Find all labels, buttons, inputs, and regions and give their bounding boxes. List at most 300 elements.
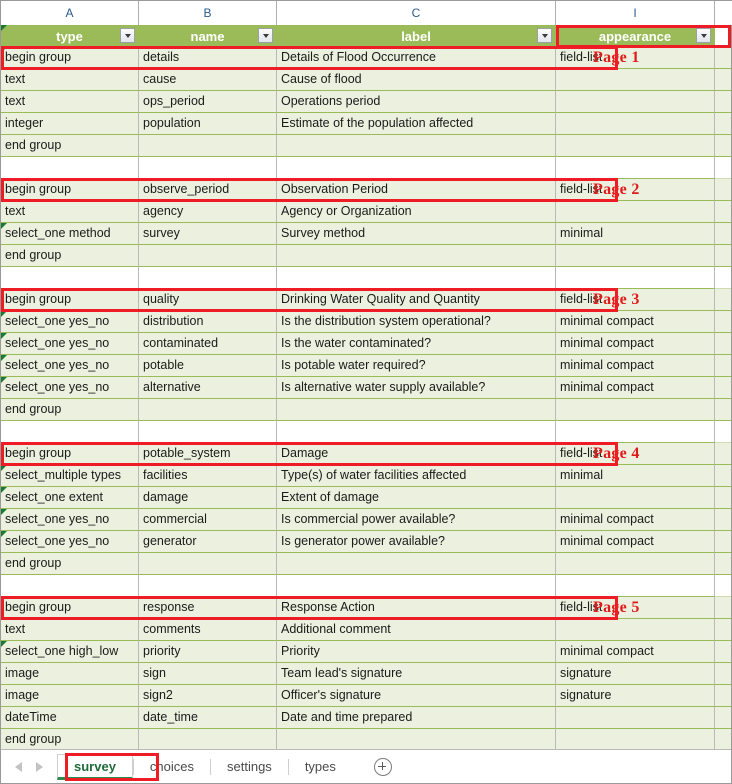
cell-text: Observation Period <box>281 182 389 196</box>
cell-text: text <box>5 72 26 86</box>
cell-label[interactable] <box>277 597 556 619</box>
cell-name[interactable] <box>139 729 277 751</box>
cell-text: potable_system <box>143 446 231 460</box>
sheet-tab-types[interactable]: types <box>304 758 336 774</box>
table-row[interactable] <box>1 311 731 333</box>
cell-type[interactable] <box>1 663 139 685</box>
cell-note-marker <box>1 487 7 493</box>
cell-type[interactable] <box>1 685 139 707</box>
sheet-tab-bar <box>1 749 731 783</box>
cell-appearance[interactable] <box>556 69 715 91</box>
filter-dropdown-name-icon[interactable] <box>258 28 273 43</box>
table-row[interactable] <box>1 113 731 135</box>
cell-appearance[interactable] <box>556 113 715 135</box>
cell-name[interactable] <box>139 245 277 267</box>
column-header-i[interactable]: I <box>556 1 715 25</box>
cell-label[interactable] <box>277 465 556 487</box>
cell-text: end group <box>5 732 62 746</box>
cell-text: field-list <box>560 182 603 196</box>
cell-type[interactable] <box>1 135 139 157</box>
cell-text: end group <box>5 248 62 262</box>
cell-text: integer <box>5 116 44 130</box>
cell-overflow <box>715 641 731 663</box>
cell-label[interactable] <box>277 333 556 355</box>
cell-name[interactable] <box>139 509 277 531</box>
header-cell-name[interactable] <box>139 25 277 47</box>
cell-type[interactable] <box>1 179 139 201</box>
cell-type[interactable] <box>1 113 139 135</box>
cell-text: field-list <box>560 292 603 306</box>
cell-text: image <box>5 688 40 702</box>
cell-name[interactable] <box>139 443 277 465</box>
cell-overflow <box>715 113 731 135</box>
cell-type[interactable] <box>1 509 139 531</box>
table-row[interactable] <box>1 91 731 113</box>
table-row[interactable] <box>1 201 731 223</box>
table-row[interactable] <box>1 619 731 641</box>
cell-type[interactable] <box>1 333 139 355</box>
cell-name[interactable] <box>139 707 277 729</box>
cell-text: text <box>5 622 26 636</box>
column-header-overflow <box>715 1 732 25</box>
cell-appearance[interactable] <box>556 135 715 157</box>
cell-name[interactable] <box>139 267 277 289</box>
cell-text: Team lead's signature <box>281 666 403 680</box>
cell-type[interactable] <box>1 91 139 113</box>
cell-overflow <box>715 443 731 465</box>
cell-note-marker <box>1 47 7 53</box>
cell-text: sign2 <box>143 688 173 702</box>
cell-label[interactable] <box>277 113 556 135</box>
cell-label[interactable] <box>277 707 556 729</box>
header-label-type: type <box>56 28 83 44</box>
cell-name[interactable] <box>139 597 277 619</box>
cell-note-marker <box>1 355 7 361</box>
cell-text: dateTime <box>5 710 57 724</box>
cell-label[interactable] <box>277 223 556 245</box>
cell-text: facilities <box>143 468 188 482</box>
column-letter-header <box>1 1 732 25</box>
page-annotation-label: Page 4 <box>593 445 640 462</box>
cell-text: select_one yes_no <box>5 534 110 548</box>
header-label-name: name <box>190 28 225 44</box>
sheet-grid <box>1 25 731 749</box>
cell-label[interactable] <box>277 91 556 113</box>
cell-label[interactable] <box>277 69 556 91</box>
cell-type[interactable] <box>1 531 139 553</box>
table-row[interactable] <box>1 509 731 531</box>
cell-overflow <box>715 509 731 531</box>
cell-text: select_one extent <box>5 490 103 504</box>
cell-type[interactable] <box>1 707 139 729</box>
cell-label[interactable] <box>277 531 556 553</box>
cell-text: Officer's signature <box>281 688 382 702</box>
header-cell-appearance[interactable] <box>556 25 715 47</box>
cell-label[interactable] <box>277 267 556 289</box>
cell-text: Drinking Water Quality and Quantity <box>281 292 480 306</box>
cell-overflow <box>715 575 731 597</box>
cell-label[interactable] <box>277 421 556 443</box>
cell-text: Estimate of the population affected <box>281 116 474 130</box>
cell-overflow <box>715 663 731 685</box>
cell-text: Is commercial power available? <box>281 512 456 526</box>
cell-appearance[interactable] <box>556 641 715 663</box>
cell-overflow <box>715 685 731 707</box>
cell-appearance[interactable] <box>556 619 715 641</box>
cell-text: Is the distribution system operational? <box>281 314 491 328</box>
cell-text: damage <box>143 490 189 504</box>
cell-appearance[interactable] <box>556 399 715 421</box>
cell-name[interactable] <box>139 179 277 201</box>
cell-name[interactable] <box>139 685 277 707</box>
cell-text: minimal compact <box>560 336 654 350</box>
cell-type[interactable] <box>1 223 139 245</box>
cell-name[interactable] <box>139 355 277 377</box>
table-row[interactable] <box>1 69 731 91</box>
cell-note-marker <box>1 333 7 339</box>
table-row[interactable] <box>1 575 731 597</box>
cell-label[interactable] <box>277 575 556 597</box>
table-row[interactable] <box>1 157 731 179</box>
cell-appearance[interactable] <box>556 201 715 223</box>
cell-note-marker <box>1 641 7 647</box>
cell-overflow <box>715 245 731 267</box>
cell-text: observe_period <box>143 182 230 196</box>
cell-type[interactable] <box>1 47 139 69</box>
cell-label[interactable] <box>277 355 556 377</box>
cell-text: Survey method <box>281 226 366 240</box>
cell-appearance[interactable] <box>556 333 715 355</box>
cell-text: Type(s) of water facilities affected <box>281 468 467 482</box>
cell-text: priority <box>143 644 181 658</box>
cell-name[interactable] <box>139 289 277 311</box>
cell-text: minimal compact <box>560 380 654 394</box>
cell-appearance[interactable] <box>556 223 715 245</box>
cell-type[interactable] <box>1 157 139 179</box>
header-cell-type[interactable] <box>1 25 139 47</box>
cell-text: end group <box>5 556 62 570</box>
cell-note-marker <box>1 509 7 515</box>
cell-overflow <box>715 333 731 355</box>
cell-text: minimal <box>560 468 604 482</box>
cell-overflow <box>715 421 731 443</box>
table-header-row <box>1 25 731 47</box>
table-row[interactable] <box>1 377 731 399</box>
cell-text: text <box>5 204 26 218</box>
cell-appearance[interactable] <box>556 553 715 575</box>
cell-text: agency <box>143 204 184 218</box>
cell-type[interactable] <box>1 399 139 421</box>
cell-type[interactable] <box>1 201 139 223</box>
cell-text: minimal compact <box>560 358 654 372</box>
table-row[interactable] <box>1 553 731 575</box>
cell-text: begin group <box>5 292 72 306</box>
cell-text: survey <box>143 226 180 240</box>
cell-type[interactable] <box>1 641 139 663</box>
cell-appearance[interactable] <box>556 707 715 729</box>
cell-type[interactable] <box>1 289 139 311</box>
cell-text: Is the water contaminated? <box>281 336 432 350</box>
cell-text: field-list <box>560 50 603 64</box>
sheet-nav-next-icon[interactable] <box>36 762 43 772</box>
cell-label[interactable] <box>277 47 556 69</box>
column-header-b[interactable]: B <box>139 1 277 25</box>
cell-type[interactable] <box>1 597 139 619</box>
cell-type[interactable] <box>1 443 139 465</box>
page-annotation-label: Page 2 <box>593 181 640 198</box>
cell-label[interactable] <box>277 729 556 751</box>
cell-name[interactable] <box>139 663 277 685</box>
cell-text: sign <box>143 666 166 680</box>
cell-label[interactable] <box>277 157 556 179</box>
cell-name[interactable] <box>139 641 277 663</box>
cell-appearance[interactable] <box>556 311 715 333</box>
cell-label[interactable] <box>277 377 556 399</box>
cell-appearance[interactable] <box>556 465 715 487</box>
cell-label[interactable] <box>277 179 556 201</box>
cell-text: Extent of damage <box>281 490 379 504</box>
cell-name[interactable] <box>139 465 277 487</box>
cell-text: image <box>5 666 40 680</box>
cell-type[interactable] <box>1 69 139 91</box>
cell-text: minimal compact <box>560 644 654 658</box>
table-row[interactable] <box>1 223 731 245</box>
cell-note-marker <box>1 377 7 383</box>
column-header-c[interactable]: C <box>277 1 556 25</box>
header-label-appearance: appearance <box>598 28 672 44</box>
cell-text: generator <box>143 534 197 548</box>
cell-text: field-list <box>560 600 603 614</box>
cell-overflow <box>715 47 731 69</box>
table-row[interactable] <box>1 487 731 509</box>
cell-name[interactable] <box>139 531 277 553</box>
cell-label[interactable] <box>277 487 556 509</box>
cell-label[interactable] <box>277 311 556 333</box>
cell-overflow <box>715 355 731 377</box>
cell-text: end group <box>5 138 62 152</box>
cell-text: response <box>143 600 195 614</box>
header-cell-overflow <box>715 25 731 47</box>
table-row[interactable] <box>1 641 731 663</box>
cell-label[interactable] <box>277 201 556 223</box>
cell-text: Damage <box>281 446 329 460</box>
table-row[interactable] <box>1 531 731 553</box>
cell-text: distribution <box>143 314 204 328</box>
cell-text: select_one yes_no <box>5 512 110 526</box>
cell-name[interactable] <box>139 553 277 575</box>
table-row[interactable] <box>1 663 731 685</box>
cell-appearance[interactable] <box>556 509 715 531</box>
cell-name[interactable] <box>139 421 277 443</box>
cell-text: select_one high_low <box>5 644 119 658</box>
cell-label[interactable] <box>277 619 556 641</box>
add-sheet-button[interactable] <box>374 758 392 776</box>
cell-text: alternative <box>143 380 201 394</box>
cell-text: begin group <box>5 446 72 460</box>
header-cell-label[interactable] <box>277 25 556 47</box>
page-annotation-label: Page 1 <box>593 49 640 66</box>
page-annotation-label: Page 5 <box>593 599 640 616</box>
cell-overflow <box>715 157 731 179</box>
cell-overflow <box>715 597 731 619</box>
cell-name[interactable] <box>139 135 277 157</box>
cell-text: population <box>143 116 201 130</box>
cell-text: end group <box>5 402 62 416</box>
cell-text: potable <box>143 358 185 372</box>
cell-text: minimal <box>560 226 604 240</box>
cell-name[interactable] <box>139 487 277 509</box>
table-row[interactable] <box>1 267 731 289</box>
cell-text: Operations period <box>281 94 381 108</box>
cell-name[interactable] <box>139 201 277 223</box>
cell-type[interactable] <box>1 245 139 267</box>
table-row[interactable] <box>1 707 731 729</box>
cell-name[interactable] <box>139 333 277 355</box>
cell-overflow <box>715 531 731 553</box>
filter-dropdown-type-icon[interactable] <box>120 28 135 43</box>
cell-label[interactable] <box>277 245 556 267</box>
cell-name[interactable] <box>139 575 277 597</box>
cell-name[interactable] <box>139 399 277 421</box>
cell-overflow <box>715 729 731 751</box>
cell-appearance[interactable] <box>556 245 715 267</box>
filter-dropdown-label-icon[interactable] <box>537 28 552 43</box>
cell-appearance[interactable] <box>556 531 715 553</box>
cell-text: comments <box>143 622 201 636</box>
cell-label[interactable] <box>277 399 556 421</box>
cell-appearance[interactable] <box>556 685 715 707</box>
cell-overflow <box>715 399 731 421</box>
cell-note-marker <box>1 223 7 229</box>
cell-text: Additional comment <box>281 622 391 636</box>
table-row[interactable] <box>1 399 731 421</box>
cell-text: ops_period <box>143 94 205 108</box>
cell-text: Details of Flood Occurrence <box>281 50 436 64</box>
cell-name[interactable] <box>139 47 277 69</box>
cell-appearance[interactable] <box>556 487 715 509</box>
table-row[interactable] <box>1 245 731 267</box>
sheet-tabs <box>57 754 352 780</box>
cell-text: select_one yes_no <box>5 380 110 394</box>
cell-overflow <box>715 179 731 201</box>
cell-overflow <box>715 487 731 509</box>
cell-overflow <box>715 69 731 91</box>
filter-dropdown-appearance-icon[interactable] <box>696 28 711 43</box>
cell-label[interactable] <box>277 685 556 707</box>
cell-text: Is alternative water supply available? <box>281 380 486 394</box>
cell-note-marker <box>1 465 7 471</box>
cell-note-marker <box>1 25 7 31</box>
cell-label[interactable] <box>277 553 556 575</box>
cell-appearance[interactable] <box>556 267 715 289</box>
cell-label[interactable] <box>277 443 556 465</box>
sheet-nav-arrows[interactable] <box>1 762 57 772</box>
cell-name[interactable] <box>139 223 277 245</box>
cell-name[interactable] <box>139 113 277 135</box>
cell-text: Is generator power available? <box>281 534 445 548</box>
column-header-a[interactable]: A <box>1 1 139 25</box>
cell-text: Is potable water required? <box>281 358 426 372</box>
table-row[interactable] <box>1 355 731 377</box>
cell-text: select_one yes_no <box>5 314 110 328</box>
cell-overflow <box>715 465 731 487</box>
cell-overflow <box>715 223 731 245</box>
sheet-tab-survey[interactable]: survey <box>57 754 133 780</box>
data-rows-container <box>1 47 731 773</box>
cell-label[interactable] <box>277 641 556 663</box>
cell-name[interactable] <box>139 69 277 91</box>
sheet-nav-prev-icon[interactable] <box>15 762 22 772</box>
cell-text: text <box>5 94 26 108</box>
cell-type[interactable] <box>1 729 139 751</box>
cell-text: minimal compact <box>560 314 654 328</box>
cell-type[interactable] <box>1 487 139 509</box>
cell-note-marker <box>556 25 562 31</box>
cell-type[interactable] <box>1 465 139 487</box>
cell-appearance[interactable] <box>556 421 715 443</box>
cell-name[interactable] <box>139 91 277 113</box>
cell-text: signature <box>560 688 612 702</box>
cell-appearance[interactable] <box>556 157 715 179</box>
cell-type[interactable] <box>1 377 139 399</box>
cell-text: contaminated <box>143 336 219 350</box>
cell-overflow <box>715 135 731 157</box>
page-annotation-label: Page 3 <box>593 291 640 308</box>
cell-name[interactable] <box>139 377 277 399</box>
cell-type[interactable] <box>1 619 139 641</box>
table-row[interactable] <box>1 685 731 707</box>
table-row[interactable] <box>1 421 731 443</box>
cell-text: quality <box>143 292 180 306</box>
cell-text: begin group <box>5 50 72 64</box>
cell-name[interactable] <box>139 311 277 333</box>
cell-type[interactable] <box>1 311 139 333</box>
cell-appearance[interactable] <box>556 355 715 377</box>
cell-type[interactable] <box>1 421 139 443</box>
cell-label[interactable] <box>277 289 556 311</box>
cell-label[interactable] <box>277 509 556 531</box>
cell-overflow <box>715 707 731 729</box>
cell-text: date_time <box>143 710 198 724</box>
cell-overflow <box>715 553 731 575</box>
cell-type[interactable] <box>1 575 139 597</box>
cell-overflow <box>715 619 731 641</box>
cell-label[interactable] <box>277 135 556 157</box>
cell-type[interactable] <box>1 553 139 575</box>
cell-type[interactable] <box>1 267 139 289</box>
cell-name[interactable] <box>139 619 277 641</box>
sheet-tab-settings[interactable]: settings <box>227 758 272 774</box>
cell-type[interactable] <box>1 355 139 377</box>
cell-name[interactable] <box>139 157 277 179</box>
cell-overflow <box>715 289 731 311</box>
cell-text: begin group <box>5 600 72 614</box>
table-row[interactable] <box>1 729 731 751</box>
cell-appearance[interactable] <box>556 575 715 597</box>
table-row[interactable] <box>1 333 731 355</box>
sheet-tab-choices[interactable]: choices <box>149 758 194 774</box>
cell-appearance[interactable] <box>556 377 715 399</box>
cell-appearance[interactable] <box>556 663 715 685</box>
cell-appearance[interactable] <box>556 91 715 113</box>
cell-text: select_multiple types <box>5 468 122 482</box>
cell-text: Cause of flood <box>281 72 362 86</box>
table-row[interactable] <box>1 135 731 157</box>
cell-text: minimal compact <box>560 512 654 526</box>
cell-label[interactable] <box>277 663 556 685</box>
cell-appearance[interactable] <box>556 729 715 751</box>
table-row[interactable] <box>1 465 731 487</box>
